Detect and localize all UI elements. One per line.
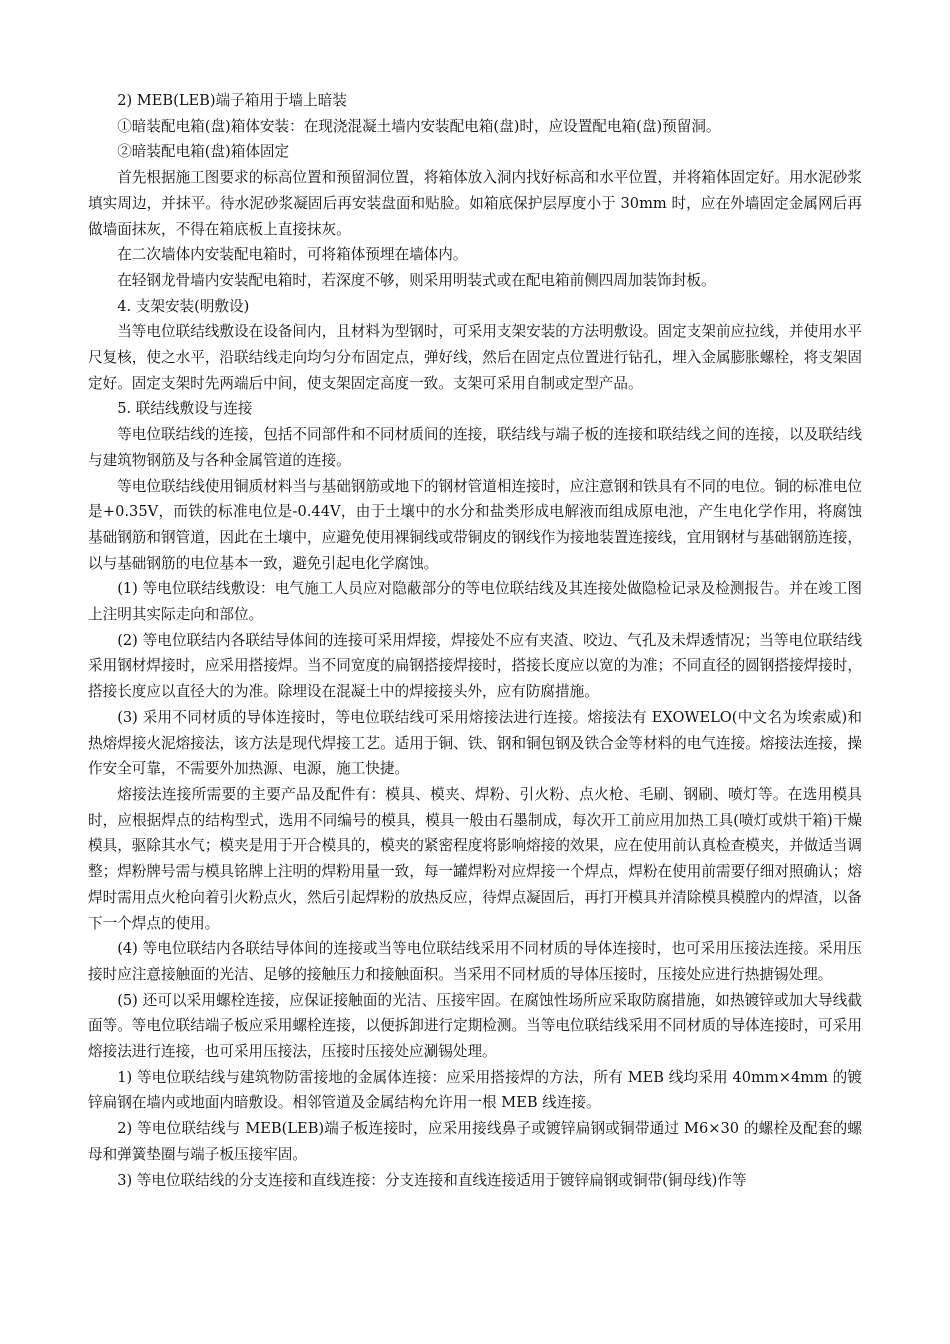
paragraph-item-2: (2) 等电位联结内各联结导体间的连接可采用焊接，焊接处不应有夹渣、咬边、气孔及未焊透情况；当等电位联结线采用钢材焊接时，应采用搭接焊。当不同宽度的扁钢搭接焊接时，搭接长度应以宽的为准；不同直径的圆钢搭接焊接时，搭接长度应以直径大的为准。除埋设在混凝土中的焊接接头外，应有防腐措施。 [88, 631, 862, 701]
paragraph-secondary-wall: 在二次墙体内安装配电箱时，可将箱体预埋在墙体内。 [117, 246, 468, 264]
paragraph-subitem-1: 1) 等电位联结线与建筑物防雷接地的金属体连接：应采用搭接焊的方法，所有 MEB 线均采用 40mm×4mm 的镀锌扁钢在墙内或地面内暗敷设。相邻管道及金属结构允许用一根 MEB 线连接。 [88, 1068, 862, 1112]
paragraph-subitem-3: 3) 等电位联结线的分支连接和直线连接：分支连接和直线连接适用于镀锌扁钢或铜带(铜母线)作等 [117, 1171, 747, 1189]
paragraph-item-3: (3) 采用不同材质的导体连接时，等电位联结线可采用熔接法进行连接。熔接法有 EXOWELO(中文名为埃索威)和热熔焊接火泥熔接法，该方法是现代焊接工艺。适用于铜、铁、钢和铜包钢及铁合金等材料的电气连接。熔接法连接，操作安全可靠，不需要外加热源、电源，施工快捷。 [88, 708, 862, 778]
document-page [88, 88, 862, 1193]
paragraph-fusion-products: 熔接法连接所需要的主要产品及配件有：模具、模夹、焊粉、引火粉、点火枪、毛刷、钢刷、喷灯等。在选用模具时，应根据焊点的结构型式，选用不同编号的模具，模具一般由石墨制成，每次开工前应用加热工具(喷灯或烘干箱)干燥模具，驱除其水气；模夹是用于开合模具的，模夹的紧密程度将影响熔接的效果，应在使用前认真检查模夹，并做适当调整；焊粉牌号需与模具铭牌上注明的焊粉用量一致，每一罐焊粉对应焊接一个焊点，焊粉在使用前需要仔细对照确认；熔焊时需用点火枪向着引火粉点火，然后引起焊粉的放热反应，待焊点凝固后，再打开模具并清除模具模膛内的焊渣，以备下一个焊点的使用。 [88, 785, 862, 932]
section-heading-bonding-wire: 5. 联结线敷设与连接 [117, 400, 253, 418]
paragraph-light-steel-wall: 在轻钢龙骨墙内安装配电箱时，若深度不够，则采用明装式或在配电箱前侧四周加装饰封板。 [117, 271, 716, 289]
paragraph-item-5: (5) 还可以采用螺栓连接，应保证接触面的光洁、压接牢固。在腐蚀性场所应采取防腐措施，如热镀锌或加大导线截面等。等电位联结端子板应采用螺栓连接，以便拆卸进行定期检测。当等电位联结线采用不同材质的导体连接时，可采用熔接法进行连接，也可采用压接法，压接时压接处应涮锡处理。 [88, 991, 862, 1061]
section-heading-bracket: 4. 支架安装(明敷设) [117, 297, 250, 315]
paragraph-bracket-install: 当等电位联结线敷设在设备间内，且材料为型钢时，可采用支架安装的方法明敷设。固定支架前应拉线，并使用水平尺复核，使之水平，沿联结线走向均匀分布固定点，弹好线，然后在固定点位置进行钻孔，埋入金属膨胀螺栓，将支架固定好。固定支架时先两端后中间，使支架固定高度一致。支架可采用自制或定型产品。 [88, 323, 862, 392]
paragraph-copper-iron-potential: 等电位联结线使用铜质材料当与基础钢筋或地下的钢材管道相连接时，应注意钢和铁具有不同的电位。铜的标准电位是+0.35V，而铁的标准电位是-0.44V，由于土壤中的水分和盐类形成电解液而组成原电池，产生电化学作用，将腐蚀基础钢筋和钢管道，因此在土壤中，应避免使用裸铜线或带铜皮的钢线作为接地装置连接线，宜用钢材与基础钢筋连接，以与基础钢筋的电位基本一致，避免引起电化学腐蚀。 [88, 477, 862, 572]
paragraph-item-1: (1) 等电位联结线敷设：电气施工人员应对隐蔽部分的等电位联结线及其连接处做隐检记录及检测报告。并在竣工图上注明其实际走向和部位。 [88, 580, 862, 624]
paragraph-item-4: (4) 等电位联结内各联结导体间的连接或当等电位联结线采用不同材质的导体连接时，也可采用压接法连接。采用压接时应注意接触面的光洁、足够的接触压力和接触面积。当采用不同材质的导体压接时，压接处应进行热搪锡处理。 [88, 940, 862, 983]
paragraph-subitem-2: 2) 等电位联结线与 MEB(LEB)端子板连接时，应采用接线鼻子或镀锌扁钢或铜带通过 M6×30 的螺栓及配套的螺母和弹簧垫圈与端子板压接牢固。 [88, 1120, 862, 1163]
paragraph-concealed-fix-heading: ②暗装配电箱(盘)箱体固定 [117, 143, 290, 161]
paragraph-concealed-install: ①暗装配电箱(盘)箱体安装：在现浇混凝土墙内安装配电箱(盘)时，应设置配电箱(盘)预留洞。 [117, 117, 721, 135]
paragraph-bonding-connections: 等电位联结线的连接，包括不同部件和不同材质间的连接，联结线与端子板的连接和联结线之间的连接，以及联结线与建筑物钢筋及与各种金属管道的连接。 [88, 426, 862, 469]
paragraph-meb-box-heading: 2) MEB(LEB)端子箱用于墙上暗装 [117, 92, 347, 109]
paragraph-box-fixing: 首先根据施工图要求的标高位置和预留洞位置，将箱体放入洞内找好标高和水平位置，并将箱体固定好。用水泥砂浆填实周边，并抹平。待水泥砂浆凝固后再安装盘面和贴脸。如箱底保护层厚度小于 30mm 时，应在外墙固定金属网后再做墙面抹灰，不得在箱底板上直接抹灰。 [88, 169, 862, 238]
